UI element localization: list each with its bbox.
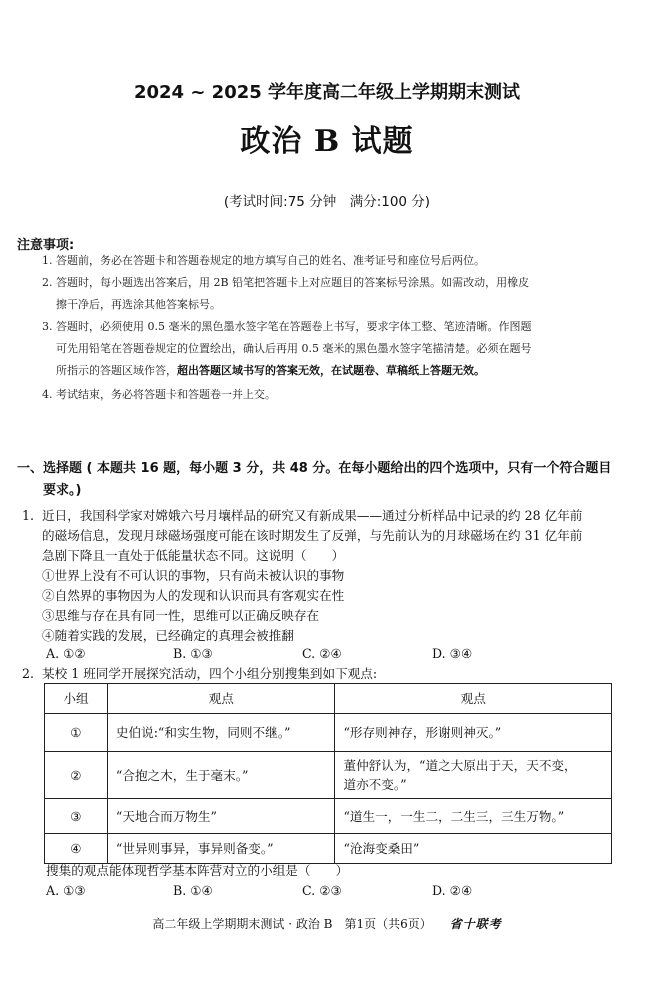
section-line: 要求。): [43, 483, 82, 498]
note-item: [42, 250, 642, 272]
statement: ③思维与存在具有同一性，思维可以正确反映存在: [42, 608, 320, 623]
note-number: 3.: [42, 320, 53, 333]
question-2-stem: 某校 1 班同学开展探究活动，四个小组分别搜集到如下观点:: [42, 666, 378, 681]
viewpoint-cell: “沧海变桑田”: [335, 834, 612, 864]
statement: ④随着实践的发展，已经确定的真理会被推翻: [42, 628, 294, 643]
page-footer: [0, 915, 654, 932]
header-cell: 观点: [107, 684, 335, 714]
table-row: [45, 834, 612, 864]
subject-title: 政治 B 试题: [240, 124, 414, 159]
option-a: A. ①②: [46, 646, 86, 661]
question-line: 近日，我国科学家对嫦娥六号月壤样品的研究又有新成果——通过分析样品中记录的约 28 亿年前: [42, 508, 583, 523]
note-line: 考试结束，务必将答题卡和答题卷一并上交。: [56, 388, 276, 401]
table-row: [45, 714, 612, 752]
section-heading: [17, 458, 639, 502]
question-line: 的磁场信息，发现月球磁场强度可能在该时期发生了反弹，与先前认为的月球磁场在约 31 亿年前: [42, 528, 583, 543]
header-cell: 小组: [45, 684, 108, 714]
option-a: A. ①③: [46, 883, 86, 898]
note-line: 答题时，每小题选出答案后，用 2B 铅笔把答题卡上对应题目的答案标号涂黑。如需改动，用橡皮: [56, 276, 530, 289]
statement: ①世界上没有不可认识的事物，只有尚未被认识的事物: [42, 568, 345, 583]
viewpoint-line: 董仲舒认为，“道之大原出于天，天不变，: [343, 758, 577, 773]
group-cell: ①: [45, 714, 108, 752]
note-line: 可先用铅笔在答题卷规定的位置绘出，确认后再用 0.5 毫米的黑色墨水签字笔描清楚。必须在题号: [56, 342, 532, 355]
table-row: [45, 752, 612, 799]
statement: ②自然界的事物因为人的发现和认识而具有客观实在性: [42, 588, 345, 603]
note-number: 4.: [42, 388, 53, 401]
note-number: 1.: [42, 254, 53, 267]
header-cell: 观点: [335, 684, 612, 714]
question-number: 1.: [22, 508, 35, 523]
footer-stamp: 省十联考: [449, 917, 502, 931]
group-cell: ②: [45, 752, 108, 799]
option-c: C. ②③: [302, 883, 342, 898]
viewpoint-cell: “天地合而万物生”: [107, 799, 335, 834]
option-c: C. ②④: [302, 646, 342, 661]
note-line: 擦干净后，再选涂其他答案标号。: [56, 298, 221, 311]
question-2-prompt: 搜集的观点能体现哲学基本阵营对立的小组是（ ）: [46, 863, 349, 878]
exam-meta: (考试时间:75 分钟 满分:100 分): [223, 194, 431, 210]
option-d: D. ②④: [432, 883, 473, 898]
footer-text: 高二年级上学期期末测试 · 政治 B 第1页（共6页）: [152, 917, 432, 931]
question-line: 急剧下降且一直处于低能量状态不同。这说明（ ）: [42, 548, 345, 563]
note-line-part: 所指示的答题区域作答，: [56, 364, 177, 377]
group-cell: ④: [45, 834, 108, 864]
exam-title: 2024 ~ 2025 学年度高二年级上学期期末测试: [133, 82, 521, 103]
note-item: [42, 272, 642, 316]
viewpoint-table: [44, 683, 612, 864]
table-row: [45, 799, 612, 834]
note-line: [56, 360, 642, 382]
viewpoint-cell: [335, 752, 612, 799]
note-item: [42, 316, 642, 382]
viewpoint-cell: “合抱之木，生于毫末。”: [107, 752, 335, 799]
note-number: 2.: [42, 276, 53, 289]
option-b: B. ①③: [173, 646, 213, 661]
viewpoint-cell: “道生一，一生二，二生三，三生万物。”: [335, 799, 612, 834]
option-d: D. ③④: [432, 646, 473, 661]
option-b: B. ①④: [173, 883, 213, 898]
viewpoint-cell: “世异则事异，事异则备变。”: [107, 834, 335, 864]
notes-title: 注意事项:: [17, 238, 75, 253]
section-line: 一、选择题 ( 本题共 16 题，每小题 3 分，共 48 分。在每小题给出的四个选项中，只有一个符合题目: [17, 461, 612, 476]
note-line: 答题时，必须使用 0.5 毫米的黑色墨水签字笔在答题卷上书写，要求字体工整、笔迹清晰。作图题: [56, 320, 532, 333]
viewpoint-cell: “形存则神存，形谢则神灭。”: [335, 714, 612, 752]
question-1: [42, 506, 642, 646]
note-line: 答题前，务必在答题卡和答题卷规定的地方填写自己的姓名、准考证号和座位号后两位。: [56, 254, 485, 267]
note-emphasis: 超出答题区域书写的答案无效，在试题卷、草稿纸上答题无效。: [177, 364, 485, 377]
table-header-row: [45, 684, 612, 714]
group-cell: ③: [45, 799, 108, 834]
question-number: 2.: [22, 666, 35, 681]
viewpoint-line: 道亦不变。”: [343, 777, 407, 792]
note-item: [42, 384, 642, 406]
viewpoint-cell: 史伯说:“和实生物，同则不继。”: [107, 714, 335, 752]
